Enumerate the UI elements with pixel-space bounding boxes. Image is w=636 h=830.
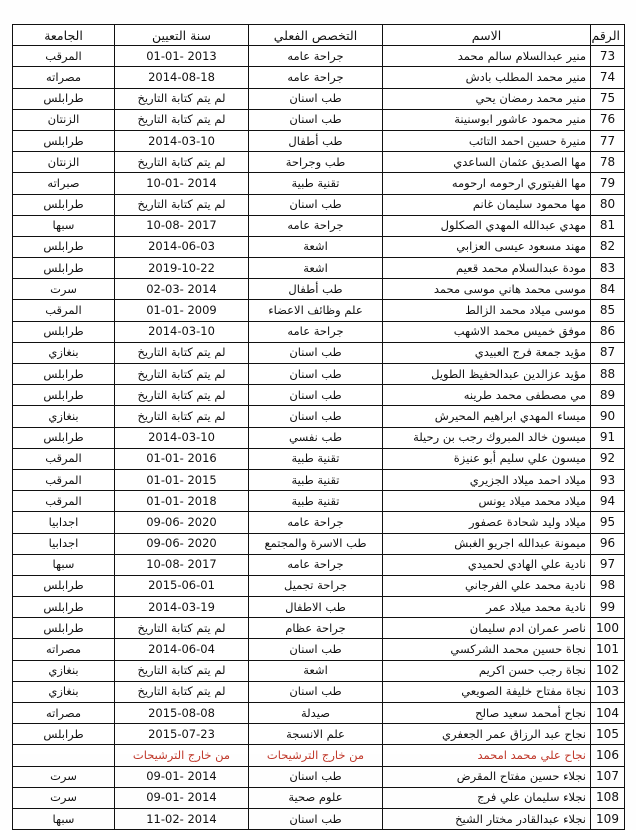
cell-number: 88 bbox=[591, 364, 625, 385]
table-row bbox=[13, 385, 625, 406]
table-row bbox=[13, 279, 625, 300]
cell-university: طرابلس bbox=[13, 724, 115, 745]
cell-appointment-year: 2020 -09-06 bbox=[115, 512, 249, 533]
cell-university: الزنتان bbox=[13, 152, 115, 173]
cell-university: الزنتان bbox=[13, 109, 115, 130]
table-row bbox=[13, 427, 625, 448]
cell-number: 103 bbox=[591, 681, 625, 702]
cell-appointment-year: 2017 -10-08 bbox=[115, 554, 249, 575]
cell-number: 95 bbox=[591, 512, 625, 533]
cell-specialty: اشعة bbox=[249, 258, 383, 279]
cell-number: 76 bbox=[591, 109, 625, 130]
cell-name: نجلاء سليمان علي فرج bbox=[383, 787, 591, 808]
cell-university: طرابلس bbox=[13, 88, 115, 109]
cell-number: 84 bbox=[591, 279, 625, 300]
cell-name: منير محمد المطلب بادش bbox=[383, 67, 591, 88]
cell-specialty: طب الاسرة والمجتمع bbox=[249, 533, 383, 554]
cell-name: نجاة رجب حسن اكريم bbox=[383, 660, 591, 681]
cell-name: مهند مسعود عيسى العزابي bbox=[383, 236, 591, 257]
cell-appointment-year: 2014-03-10 bbox=[115, 130, 249, 151]
cell-specialty: صيدلة bbox=[249, 703, 383, 724]
table-row bbox=[13, 491, 625, 512]
cell-number: 106 bbox=[591, 745, 625, 766]
cell-name: ناصر عمران ادم سليمان bbox=[383, 618, 591, 639]
cell-number: 85 bbox=[591, 300, 625, 321]
table-row bbox=[13, 618, 625, 639]
cell-specialty: جراحة عظام bbox=[249, 618, 383, 639]
cell-appointment-year: لم يتم كتابة التاريخ bbox=[115, 406, 249, 427]
cell-university: سرت bbox=[13, 787, 115, 808]
cell-number: 78 bbox=[591, 152, 625, 173]
cell-specialty: طب أطفال bbox=[249, 279, 383, 300]
cell-appointment-year: 2014 -02-03 bbox=[115, 279, 249, 300]
cell-name: نجاة مفتاح خليفة الصويعي bbox=[383, 681, 591, 702]
table-row bbox=[13, 88, 625, 109]
cell-name: منير عبدالسلام سالم محمد bbox=[383, 46, 591, 67]
cell-specialty: طب اسنان bbox=[249, 109, 383, 130]
cell-specialty: علم وظائف الاعضاء bbox=[249, 300, 383, 321]
cell-appointment-year: 2017 -10-08 bbox=[115, 215, 249, 236]
cell-university: طرابلس bbox=[13, 597, 115, 618]
cell-name: نجلاء عبدالقادر مختار الشيخ bbox=[383, 808, 591, 829]
cell-specialty: طب اسنان bbox=[249, 364, 383, 385]
cell-name: مؤيد عزالدين عبدالحفيظ الطويل bbox=[383, 364, 591, 385]
cell-university: بنغازي bbox=[13, 406, 115, 427]
cell-number: 82 bbox=[591, 236, 625, 257]
table-row bbox=[13, 639, 625, 660]
table-row bbox=[13, 406, 625, 427]
cell-number: 104 bbox=[591, 703, 625, 724]
cell-name: مودة عبدالسلام محمد قعيم bbox=[383, 258, 591, 279]
cell-university: طرابلس bbox=[13, 618, 115, 639]
header-university: الجامعة bbox=[13, 25, 115, 46]
table-row bbox=[13, 597, 625, 618]
cell-number: 97 bbox=[591, 554, 625, 575]
header-appointment-year: سنة التعيين bbox=[115, 25, 249, 46]
table-row bbox=[13, 703, 625, 724]
cell-specialty: اشعة bbox=[249, 236, 383, 257]
cell-number: 79 bbox=[591, 173, 625, 194]
cell-university: صبراته bbox=[13, 173, 115, 194]
table-row bbox=[13, 660, 625, 681]
table-row bbox=[13, 300, 625, 321]
cell-specialty: علم الانسجة bbox=[249, 724, 383, 745]
table-row bbox=[13, 808, 625, 829]
cell-specialty: طب اسنان bbox=[249, 808, 383, 829]
cell-appointment-year: 2016 -01-01 bbox=[115, 448, 249, 469]
cell-specialty: تقنية طبية bbox=[249, 491, 383, 512]
table-header-row bbox=[13, 25, 625, 46]
cell-name: مها الصديق عثمان الساعدي bbox=[383, 152, 591, 173]
table-row bbox=[13, 533, 625, 554]
cell-number: 87 bbox=[591, 342, 625, 363]
cell-university: بنغازي bbox=[13, 342, 115, 363]
cell-specialty: طب الاطفال bbox=[249, 597, 383, 618]
cell-appointment-year: لم يتم كتابة التاريخ bbox=[115, 618, 249, 639]
cell-name: منير محمود عاشور ابوسنينة bbox=[383, 109, 591, 130]
cell-number: 81 bbox=[591, 215, 625, 236]
cell-number: 92 bbox=[591, 448, 625, 469]
cell-university: مصراته bbox=[13, 67, 115, 88]
cell-specialty: تقنية طبية bbox=[249, 448, 383, 469]
table-row bbox=[13, 766, 625, 787]
table-row bbox=[13, 681, 625, 702]
cell-university: اجدابيا bbox=[13, 533, 115, 554]
cell-specialty: طب اسنان bbox=[249, 88, 383, 109]
cell-name: نجاة حسين محمد الشركسي bbox=[383, 639, 591, 660]
cell-university: طرابلس bbox=[13, 194, 115, 215]
cell-appointment-year: 2018 -01-01 bbox=[115, 491, 249, 512]
cell-specialty: طب أطفال bbox=[249, 130, 383, 151]
cell-specialty: طب اسنان bbox=[249, 194, 383, 215]
document-sheet bbox=[12, 24, 624, 826]
cell-appointment-year: لم يتم كتابة التاريخ bbox=[115, 364, 249, 385]
cell-specialty: تقنية طبية bbox=[249, 469, 383, 490]
cell-university: طرابلس bbox=[13, 575, 115, 596]
cell-specialty: طب اسنان bbox=[249, 639, 383, 660]
cell-appointment-year: 2014-03-10 bbox=[115, 427, 249, 448]
cell-number: 109 bbox=[591, 808, 625, 829]
table-row bbox=[13, 512, 625, 533]
cell-appointment-year: لم يتم كتابة التاريخ bbox=[115, 152, 249, 173]
staff-table bbox=[12, 24, 625, 830]
cell-specialty: علوم صحية bbox=[249, 787, 383, 808]
cell-number: 89 bbox=[591, 385, 625, 406]
cell-university bbox=[13, 745, 115, 766]
cell-appointment-year: 2014-08-18 bbox=[115, 67, 249, 88]
cell-appointment-year: 2014-03-19 bbox=[115, 597, 249, 618]
cell-name: مهدي عبدالله المهدي الصكلول bbox=[383, 215, 591, 236]
table-row bbox=[13, 787, 625, 808]
cell-name: مها الفيتوري ارحومه ارحومه bbox=[383, 173, 591, 194]
cell-university: سرت bbox=[13, 279, 115, 300]
cell-appointment-year: من خارج الترشيحات bbox=[115, 745, 249, 766]
table-row bbox=[13, 130, 625, 151]
cell-university: المرقب bbox=[13, 300, 115, 321]
cell-appointment-year: لم يتم كتابة التاريخ bbox=[115, 109, 249, 130]
table-row bbox=[13, 745, 625, 766]
cell-specialty: اشعة bbox=[249, 660, 383, 681]
cell-name: منير محمد رمضان يحي bbox=[383, 88, 591, 109]
cell-university: سرت bbox=[13, 766, 115, 787]
cell-appointment-year: 2013 -01-01 bbox=[115, 46, 249, 67]
cell-appointment-year: 2015-06-01 bbox=[115, 575, 249, 596]
cell-specialty: جراحة عامه bbox=[249, 215, 383, 236]
cell-university: طرابلس bbox=[13, 130, 115, 151]
cell-appointment-year: 2014-06-04 bbox=[115, 639, 249, 660]
table-row bbox=[13, 364, 625, 385]
cell-appointment-year: لم يتم كتابة التاريخ bbox=[115, 342, 249, 363]
cell-name: مؤيد جمعة فرج العبيدي bbox=[383, 342, 591, 363]
table-row bbox=[13, 321, 625, 342]
cell-number: 93 bbox=[591, 469, 625, 490]
cell-university: بنغازي bbox=[13, 681, 115, 702]
cell-specialty: طب اسنان bbox=[249, 342, 383, 363]
cell-appointment-year: 2015-07-23 bbox=[115, 724, 249, 745]
cell-university: طرابلس bbox=[13, 427, 115, 448]
cell-name: مها محمود سليمان غانم bbox=[383, 194, 591, 215]
table-row bbox=[13, 152, 625, 173]
cell-number: 98 bbox=[591, 575, 625, 596]
cell-specialty: من خارج الترشيحات bbox=[249, 745, 383, 766]
cell-appointment-year: لم يتم كتابة التاريخ bbox=[115, 385, 249, 406]
cell-name: موسى محمد هاني موسى محمد bbox=[383, 279, 591, 300]
cell-specialty: طب وجراحة bbox=[249, 152, 383, 173]
cell-number: 107 bbox=[591, 766, 625, 787]
table-body bbox=[13, 46, 625, 830]
cell-name: موفق خميس محمد الاشهب bbox=[383, 321, 591, 342]
cell-university: المرقب bbox=[13, 469, 115, 490]
cell-university: مصراته bbox=[13, 639, 115, 660]
cell-name: نجاح أمحمد سعيد صالح bbox=[383, 703, 591, 724]
cell-name: نادية علي الهادي لحميدي bbox=[383, 554, 591, 575]
cell-university: المرقب bbox=[13, 448, 115, 469]
table-row bbox=[13, 342, 625, 363]
table-row bbox=[13, 258, 625, 279]
cell-university: سبها bbox=[13, 554, 115, 575]
cell-university: طرابلس bbox=[13, 236, 115, 257]
cell-university: طرابلس bbox=[13, 258, 115, 279]
cell-number: 99 bbox=[591, 597, 625, 618]
cell-name: نجاح علي محمد امحمد bbox=[383, 745, 591, 766]
cell-appointment-year: 2009 -01-01 bbox=[115, 300, 249, 321]
cell-appointment-year: لم يتم كتابة التاريخ bbox=[115, 681, 249, 702]
cell-name: ميمونة عبدالله اجريو الغبش bbox=[383, 533, 591, 554]
cell-name: ميلاد وليد شحادة عصفور bbox=[383, 512, 591, 533]
cell-university: سبها bbox=[13, 215, 115, 236]
header-name: الاسم bbox=[383, 25, 591, 46]
header-specialty: التخصص الفعلي bbox=[249, 25, 383, 46]
cell-specialty: جراحة عامه bbox=[249, 554, 383, 575]
cell-specialty: جراحة عامه bbox=[249, 512, 383, 533]
cell-appointment-year: 2014-06-03 bbox=[115, 236, 249, 257]
cell-number: 102 bbox=[591, 660, 625, 681]
cell-name: ميلاد احمد ميلاد الجزيري bbox=[383, 469, 591, 490]
cell-appointment-year: 2015 -01-01 bbox=[115, 469, 249, 490]
cell-university: المرقب bbox=[13, 491, 115, 512]
cell-name: ميساء المهدي ابراهيم المحيرش bbox=[383, 406, 591, 427]
cell-university: مصراته bbox=[13, 703, 115, 724]
cell-name: نادية محمد علي الفرجاني bbox=[383, 575, 591, 596]
table-row bbox=[13, 724, 625, 745]
cell-appointment-year: 2014 -09-01 bbox=[115, 787, 249, 808]
cell-appointment-year: 2014 -11-02 bbox=[115, 808, 249, 829]
cell-appointment-year: 2014 -09-01 bbox=[115, 766, 249, 787]
cell-number: 105 bbox=[591, 724, 625, 745]
cell-number: 74 bbox=[591, 67, 625, 88]
cell-appointment-year: 2014 -10-01 bbox=[115, 173, 249, 194]
cell-specialty: طب اسنان bbox=[249, 385, 383, 406]
table-row bbox=[13, 109, 625, 130]
cell-name: موسى ميلاد محمد الزالط bbox=[383, 300, 591, 321]
table-row bbox=[13, 67, 625, 88]
cell-number: 90 bbox=[591, 406, 625, 427]
table-row bbox=[13, 194, 625, 215]
table-row bbox=[13, 469, 625, 490]
cell-specialty: جراحة عامه bbox=[249, 321, 383, 342]
cell-name: ميلاد محمد ميلاد يونس bbox=[383, 491, 591, 512]
table-row bbox=[13, 236, 625, 257]
cell-specialty: طب اسنان bbox=[249, 766, 383, 787]
cell-appointment-year: لم يتم كتابة التاريخ bbox=[115, 194, 249, 215]
cell-number: 100 bbox=[591, 618, 625, 639]
header-number: الرقم bbox=[591, 25, 625, 46]
cell-name: نادية محمد ميلاد عمر bbox=[383, 597, 591, 618]
cell-university: المرقب bbox=[13, 46, 115, 67]
cell-university: اجدابيا bbox=[13, 512, 115, 533]
cell-appointment-year: 2014-03-10 bbox=[115, 321, 249, 342]
cell-name: ميسون خالد المبروك رجب بن رحيلة bbox=[383, 427, 591, 448]
cell-specialty: طب اسنان bbox=[249, 406, 383, 427]
cell-name: مي مصطفى محمد طرينه bbox=[383, 385, 591, 406]
cell-specialty: طب اسنان bbox=[249, 681, 383, 702]
cell-university: طرابلس bbox=[13, 321, 115, 342]
cell-appointment-year: 2015-08-08 bbox=[115, 703, 249, 724]
cell-number: 86 bbox=[591, 321, 625, 342]
table-row bbox=[13, 575, 625, 596]
table-row bbox=[13, 46, 625, 67]
cell-number: 91 bbox=[591, 427, 625, 448]
cell-university: بنغازي bbox=[13, 660, 115, 681]
table-row bbox=[13, 173, 625, 194]
cell-appointment-year: 2020 -09-06 bbox=[115, 533, 249, 554]
cell-number: 96 bbox=[591, 533, 625, 554]
cell-name: منيرة حسين احمد التائب bbox=[383, 130, 591, 151]
table-row bbox=[13, 554, 625, 575]
table-row bbox=[13, 215, 625, 236]
cell-number: 94 bbox=[591, 491, 625, 512]
cell-name: نجاح عبد الرزاق عمر الجعفري bbox=[383, 724, 591, 745]
cell-specialty: طب نفسي bbox=[249, 427, 383, 448]
cell-number: 80 bbox=[591, 194, 625, 215]
cell-number: 73 bbox=[591, 46, 625, 67]
cell-university: طرابلس bbox=[13, 364, 115, 385]
cell-number: 101 bbox=[591, 639, 625, 660]
cell-number: 83 bbox=[591, 258, 625, 279]
cell-number: 77 bbox=[591, 130, 625, 151]
cell-appointment-year: لم يتم كتابة التاريخ bbox=[115, 88, 249, 109]
cell-specialty: تقنية طبية bbox=[249, 173, 383, 194]
cell-university: سبها bbox=[13, 808, 115, 829]
table-row bbox=[13, 448, 625, 469]
cell-specialty: جراحة عامه bbox=[249, 67, 383, 88]
cell-specialty: جراحة تجميل bbox=[249, 575, 383, 596]
cell-university: طرابلس bbox=[13, 385, 115, 406]
cell-name: نجلاء حسين مفتاح المقرض bbox=[383, 766, 591, 787]
cell-number: 75 bbox=[591, 88, 625, 109]
cell-number: 108 bbox=[591, 787, 625, 808]
cell-appointment-year: 2019-10-22 bbox=[115, 258, 249, 279]
cell-specialty: جراحة عامه bbox=[249, 46, 383, 67]
cell-appointment-year: لم يتم كتابة التاريخ bbox=[115, 660, 249, 681]
cell-name: ميسون علي سليم أبو عنيزة bbox=[383, 448, 591, 469]
